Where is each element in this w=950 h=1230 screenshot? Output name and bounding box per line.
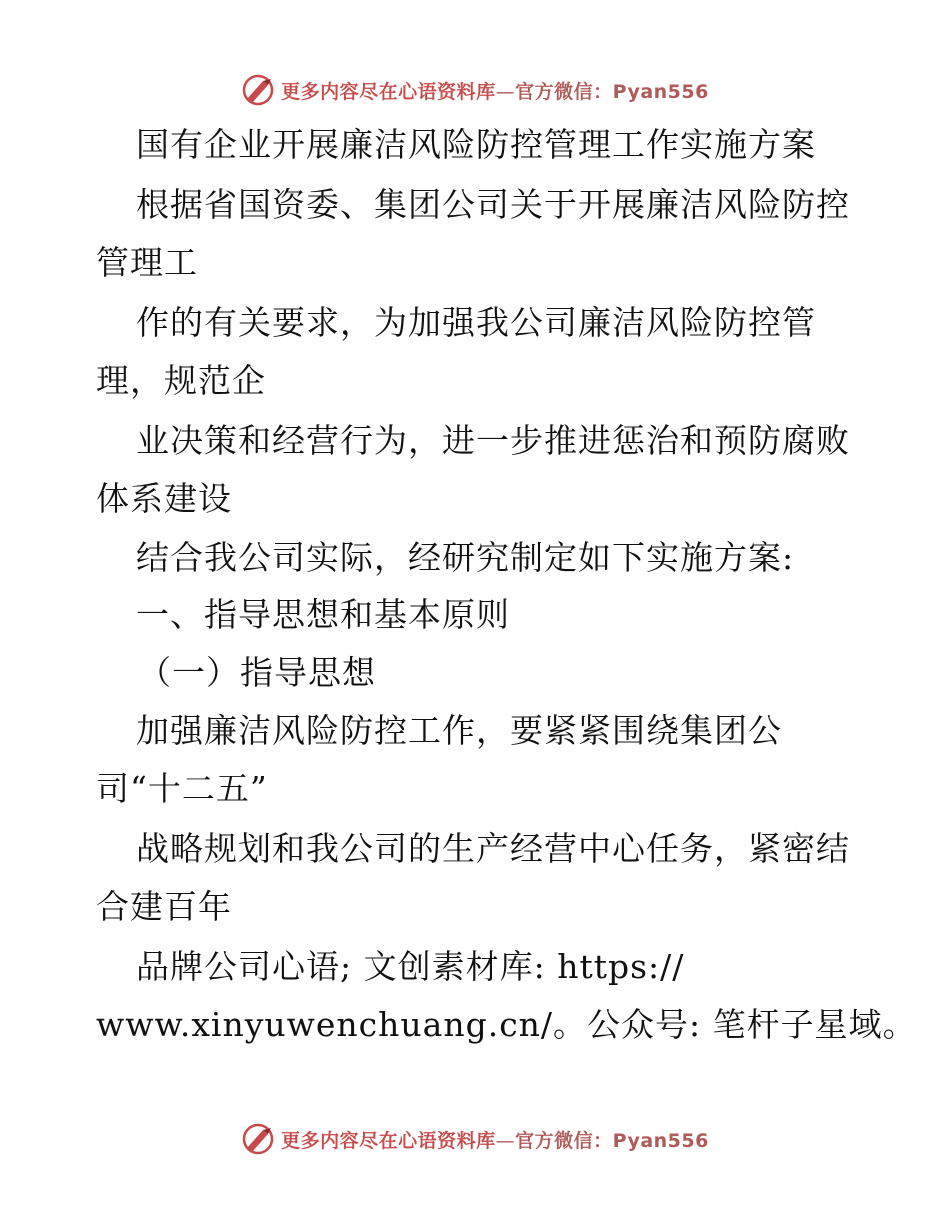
- banner-wechat-id: Pyan556: [612, 80, 709, 103]
- header-banner: [0, 70, 950, 110]
- paragraph-line: 体系建设: [96, 479, 232, 518]
- subsection-heading: （一）指导思想: [138, 653, 376, 692]
- document-title: 国有企业开展廉洁风险防控管理工作实施方案: [136, 125, 816, 164]
- paragraph-line: 业决策和经营行为，进一步推进惩治和预防腐败: [136, 421, 850, 460]
- banner-separator: —: [495, 80, 516, 103]
- paragraph-line: 作的有关要求，为加强我公司廉洁风险防控管: [136, 303, 816, 342]
- paragraph-line: 合建百年: [96, 887, 232, 926]
- paragraph-line: 理，规范企: [96, 361, 266, 400]
- banner-wechat-label: 官方微信：: [515, 80, 613, 103]
- paragraph-line: 根据省国资委、集团公司关于开展廉洁风险防控: [136, 185, 850, 224]
- banner-text: [281, 77, 709, 104]
- paragraph-line: 战略规划和我公司的生产经营中心任务，紧密结: [136, 829, 850, 868]
- banner-wechat-label: 官方微信：: [515, 1129, 613, 1152]
- pen-logo-icon: [241, 73, 275, 107]
- paragraph-line: 结合我公司实际，经研究制定如下实施方案:: [136, 538, 795, 577]
- paragraph-line: 管理工: [96, 243, 198, 282]
- paragraph-line: www.xinyuwenchuang.cn/。公众号: 笔杆子星域。: [96, 1005, 917, 1044]
- footer-banner: [0, 1119, 950, 1159]
- paragraph-line: 品牌公司心语; 文创素材库: https://: [136, 947, 685, 986]
- banner-text: [281, 1126, 709, 1153]
- pen-logo-icon: [241, 1122, 275, 1156]
- paragraph-line: 加强廉洁风险防控工作，要紧紧围绕集团公: [136, 711, 782, 750]
- banner-wechat-id: Pyan556: [612, 1129, 709, 1152]
- banner-separator: —: [495, 1129, 516, 1152]
- section-heading: 一、指导思想和基本原则: [136, 595, 510, 634]
- banner-site-text: 更多内容尽在心语资料库: [281, 1129, 496, 1152]
- banner-site-text: 更多内容尽在心语资料库: [281, 80, 496, 103]
- paragraph-line: 司“十二五”: [96, 769, 268, 808]
